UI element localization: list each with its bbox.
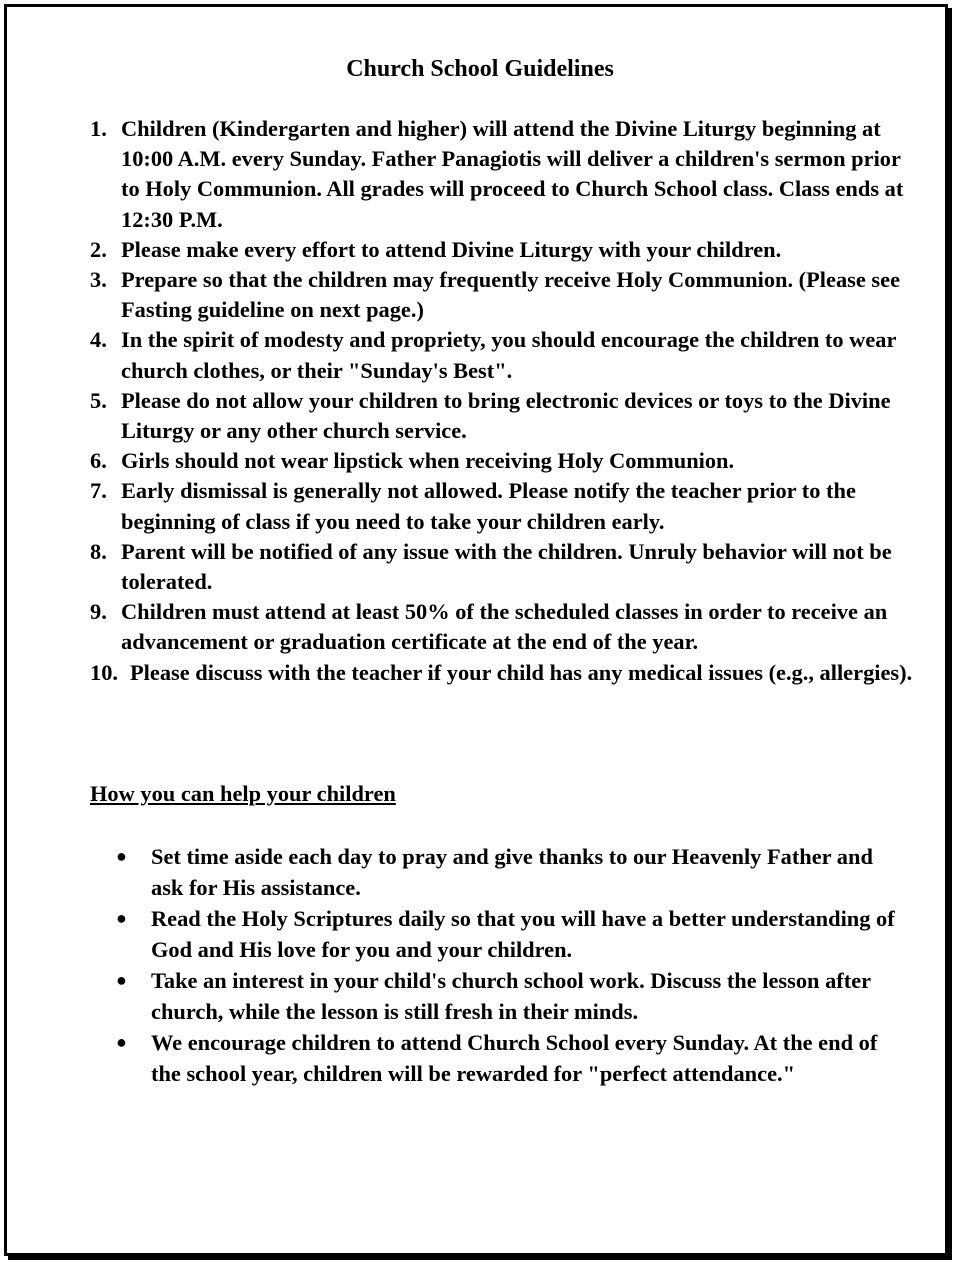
help-item-text: Read the Holy Scriptures daily so that you will have a better understanding of God and His love for you and your children. — [151, 906, 895, 962]
guideline-number: 8. — [90, 538, 107, 564]
guideline-item — [90, 235, 920, 265]
guideline-text: Girls should not wear lipstick when receiving Holy Communion. — [121, 448, 735, 474]
guideline-text: Please make every effort to attend Divine Liturgy with your children. — [121, 236, 782, 262]
guideline-item — [90, 658, 920, 688]
guidelines-list — [90, 114, 920, 688]
guideline-item — [90, 476, 920, 536]
bullet-icon: ● — [116, 846, 127, 866]
guideline-item — [90, 537, 920, 597]
guideline-number: 1. — [90, 116, 107, 141]
guideline-text: In the spirit of modesty and propriety, you should encourage the children to wear church clothes, or their "Sunday's Best". — [121, 327, 897, 383]
guideline-text: Children (Kindergarten and higher) will attend the Divine Liturgy beginning at 10:00 A.M. every Sunday. Father Panagiotis will deliver a children's sermon prior to Holy Communion. All grades will proceed to Church School class. Class ends at 12:30 P.M. — [121, 116, 904, 232]
guideline-number: 9. — [90, 599, 107, 625]
help-section-heading: How you can help your children — [90, 781, 396, 806]
guideline-number: 3. — [90, 267, 107, 293]
guideline-item — [90, 325, 920, 385]
guideline-item — [90, 386, 920, 446]
guideline-text: Please discuss with the teacher if your child has any medical issues (e.g., allergies). — [130, 659, 913, 685]
guideline-text: Early dismissal is generally not allowed. Please notify the teacher prior to the beginning of class if you need to take your children early. — [121, 478, 856, 534]
guideline-number: 7. — [90, 478, 107, 504]
guideline-text: Children must attend at least 50% of the scheduled classes in order to receive an advancement or graduation certificate at the end of the year. — [121, 599, 888, 655]
bullet-icon: ● — [116, 970, 127, 990]
help-item — [116, 1027, 906, 1089]
page-title: Church School Guidelines — [346, 56, 614, 82]
guideline-item — [90, 114, 920, 235]
guideline-item — [90, 446, 920, 476]
guideline-number: 4. — [90, 327, 107, 353]
guideline-number: 10. — [90, 659, 118, 685]
bullet-icon: ● — [116, 908, 127, 928]
guideline-number: 2. — [90, 236, 107, 262]
bullet-icon: ● — [116, 1032, 127, 1052]
help-item-text: Take an interest in your child's church school work. Discuss the lesson after church, while the lesson is still fresh in their minds. — [151, 968, 871, 1024]
help-item-text: Set time aside each day to pray and give thanks to our Heavenly Father and ask for His assistance. — [151, 844, 873, 900]
guideline-item — [90, 265, 920, 325]
guideline-text: Please do not allow your children to bring electronic devices or toys to the Divine Liturgy or any other church service. — [121, 387, 891, 444]
guideline-text: Parent will be notified of any issue with the children. Unruly behavior will not be tolerated. — [121, 538, 892, 595]
help-item — [116, 841, 906, 903]
help-item — [116, 965, 906, 1027]
guideline-number: 6. — [90, 448, 107, 474]
help-item-text: We encourage children to attend Church School every Sunday. At the end of the school year, children will be rewarded for "perfect attendance." — [151, 1030, 878, 1086]
help-list — [116, 841, 906, 1089]
help-item — [116, 903, 906, 965]
guideline-text: Prepare so that the children may frequently receive Holy Communion. (Please see Fasting guideline on next page.) — [121, 267, 901, 323]
guideline-number: 5. — [90, 387, 107, 413]
guideline-item — [90, 597, 920, 657]
